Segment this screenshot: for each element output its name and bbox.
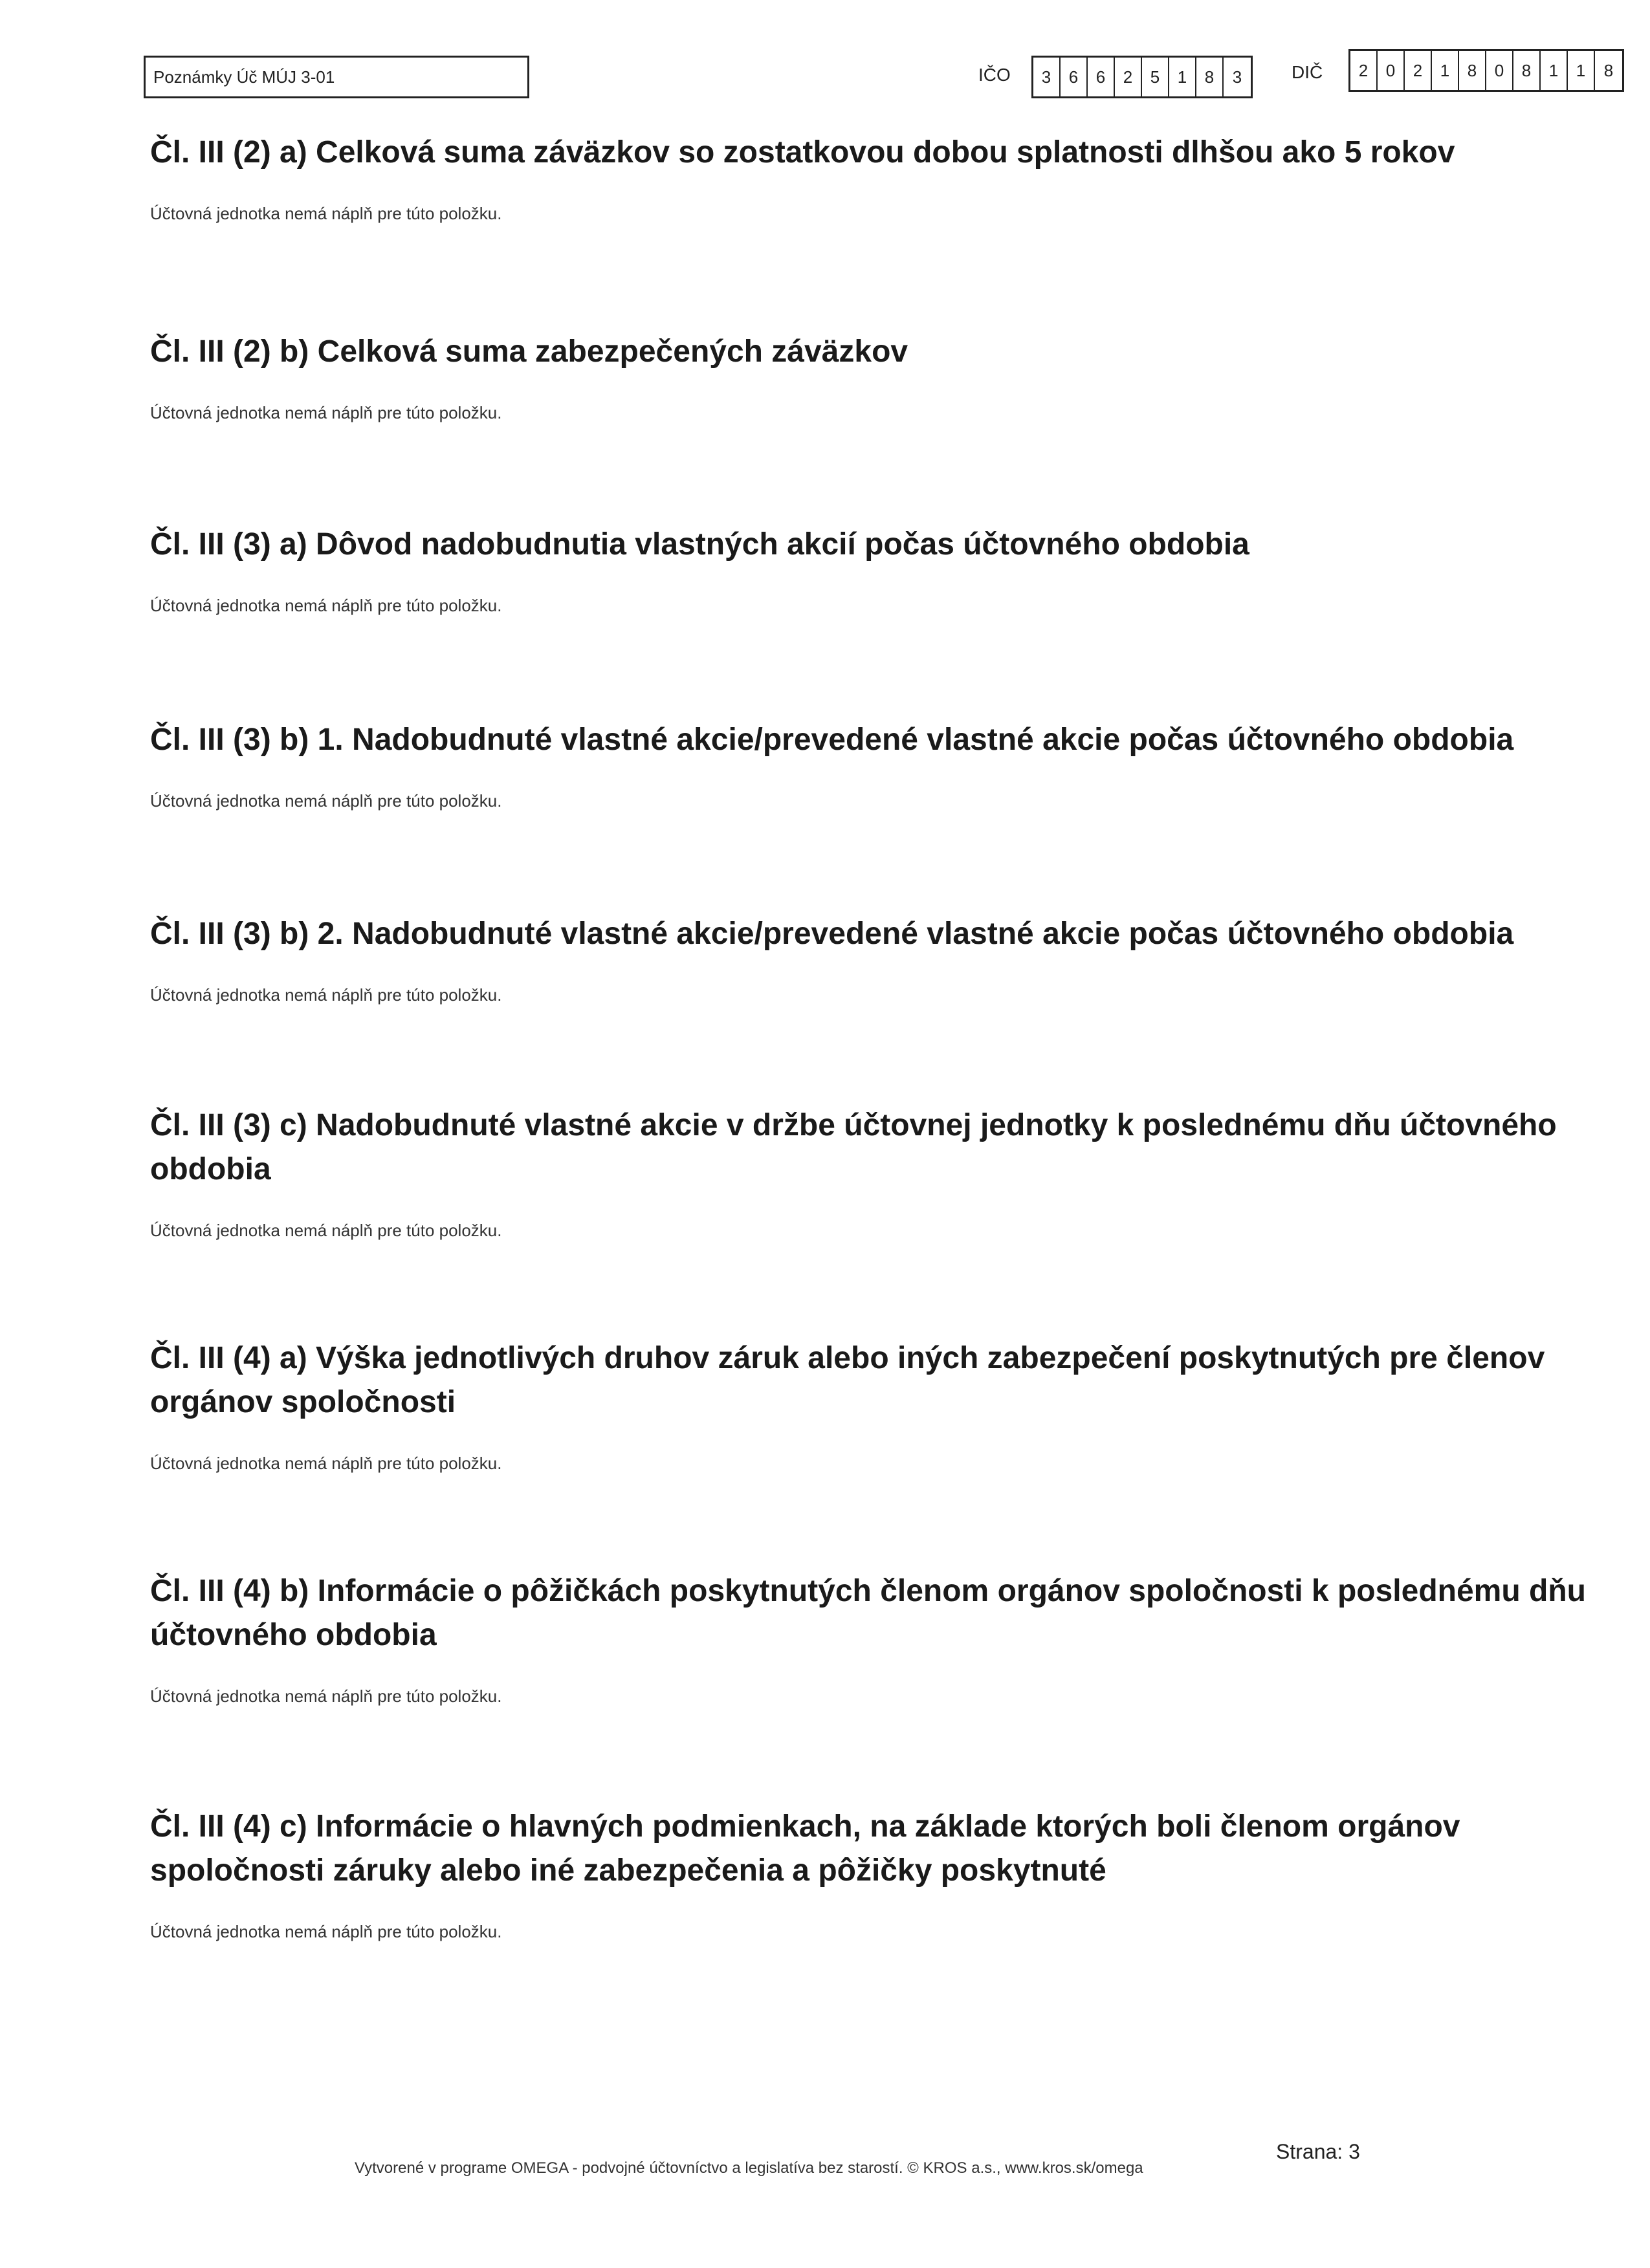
section-note: Účtovná jednotka nemá náplň pre túto položku. (150, 1922, 502, 1941)
section-note: Účtovná jednotka nemá náplň pre túto položku. (150, 985, 502, 1005)
digit-box: 8 (1513, 51, 1541, 90)
digit-box: 8 (1196, 58, 1224, 96)
dic-digit-boxes (1348, 49, 1624, 92)
section-2a (150, 131, 1625, 224)
digit-box: 5 (1142, 58, 1169, 96)
digit-box: 1 (1541, 51, 1568, 90)
form-label: Poznámky Úč MÚJ 3-01 (144, 56, 529, 98)
digit-box: 8 (1459, 51, 1486, 90)
digit-box: 2 (1350, 51, 1378, 90)
section-title: Čl. III (2) a) Celková suma záväzkov so zostatkovou dobou splatnosti dlhšou ako 5 rokov (150, 135, 1455, 169)
digit-box: 6 (1061, 58, 1088, 96)
section-title: Čl. III (3) a) Dôvod nadobudnutia vlastných akcií počas účtovného obdobia (150, 527, 1249, 562)
footer-credit: Vytvorené v programe OMEGA - podvojné účtovníctvo a legislatíva bez starostí. © KROS a.s., www.kros.sk/omega (355, 2159, 1143, 2177)
ico-label: IČO (978, 65, 1011, 85)
section-title: Čl. III (4) b) Informácie o pôžičkách poskytnutých členom orgánov spoločnosti k poslednému dňu účtovného obdobia (150, 1574, 1586, 1652)
section-title: Čl. III (3) b) 2. Nadobudnuté vlastné akcie/prevedené vlastné akcie počas účtovného obdobia (150, 917, 1514, 951)
section-title: Čl. III (3) b) 1. Nadobudnuté vlastné akcie/prevedené vlastné akcie počas účtovného obdobia (150, 723, 1514, 757)
section-note: Účtovná jednotka nemá náplň pre túto položku. (150, 1454, 502, 1473)
digit-box: 0 (1486, 51, 1513, 90)
section-note: Účtovná jednotka nemá náplň pre túto položku. (150, 596, 502, 615)
section-4c (150, 1805, 1625, 1942)
section-note: Účtovná jednotka nemá náplň pre túto položku. (150, 1221, 502, 1240)
section-3b2 (150, 912, 1625, 1005)
digit-box: 3 (1232, 67, 1242, 87)
digit-box: 2 (1115, 58, 1142, 96)
digit-box: 1 (1432, 51, 1459, 90)
section-title: Čl. III (4) c) Informácie o hlavných podmienkach, na základe ktorých boli členom orgánov spoločnosti záruky alebo iné zabezpečenia a pôžičky poskytnuté (150, 1809, 1460, 1888)
section-2b (150, 330, 1625, 423)
digit-box: 8 (1603, 61, 1614, 80)
section-note: Účtovná jednotka nemá náplň pre túto položku. (150, 1686, 502, 1706)
digit-box: 6 (1088, 58, 1115, 96)
section-note: Účtovná jednotka nemá náplň pre túto položku. (150, 403, 502, 422)
digit-box: 3 (1033, 58, 1061, 96)
section-note: Účtovná jednotka nemá náplň pre túto položku. (150, 204, 502, 223)
section-3b1 (150, 718, 1625, 811)
page-number: Strana: 3 (1276, 2140, 1360, 2163)
section-4b (150, 1569, 1625, 1706)
dic-label: DIČ (1292, 62, 1323, 82)
section-title: Čl. III (3) c) Nadobudnuté vlastné akcie v držbe účtovnej jednotky k poslednému dňu účtovného obdobia (150, 1108, 1557, 1186)
digit-box: 1 (1169, 58, 1196, 96)
section-title: Čl. III (4) a) Výška jednotlivých druhov záruk alebo iných zabezpečení poskytnutých pre členov orgánov spoločnosti (150, 1341, 1545, 1419)
section-4a (150, 1336, 1625, 1474)
section-title: Čl. III (2) b) Celková suma zabezpečených záväzkov (150, 334, 908, 369)
digit-box: 0 (1378, 51, 1405, 90)
digit-box: 1 (1568, 51, 1595, 90)
ico-digit-boxes (1031, 56, 1253, 98)
digit-box: 2 (1405, 51, 1432, 90)
section-3a (150, 523, 1625, 616)
section-3c (150, 1104, 1625, 1241)
section-note: Účtovná jednotka nemá náplň pre túto položku. (150, 791, 502, 811)
